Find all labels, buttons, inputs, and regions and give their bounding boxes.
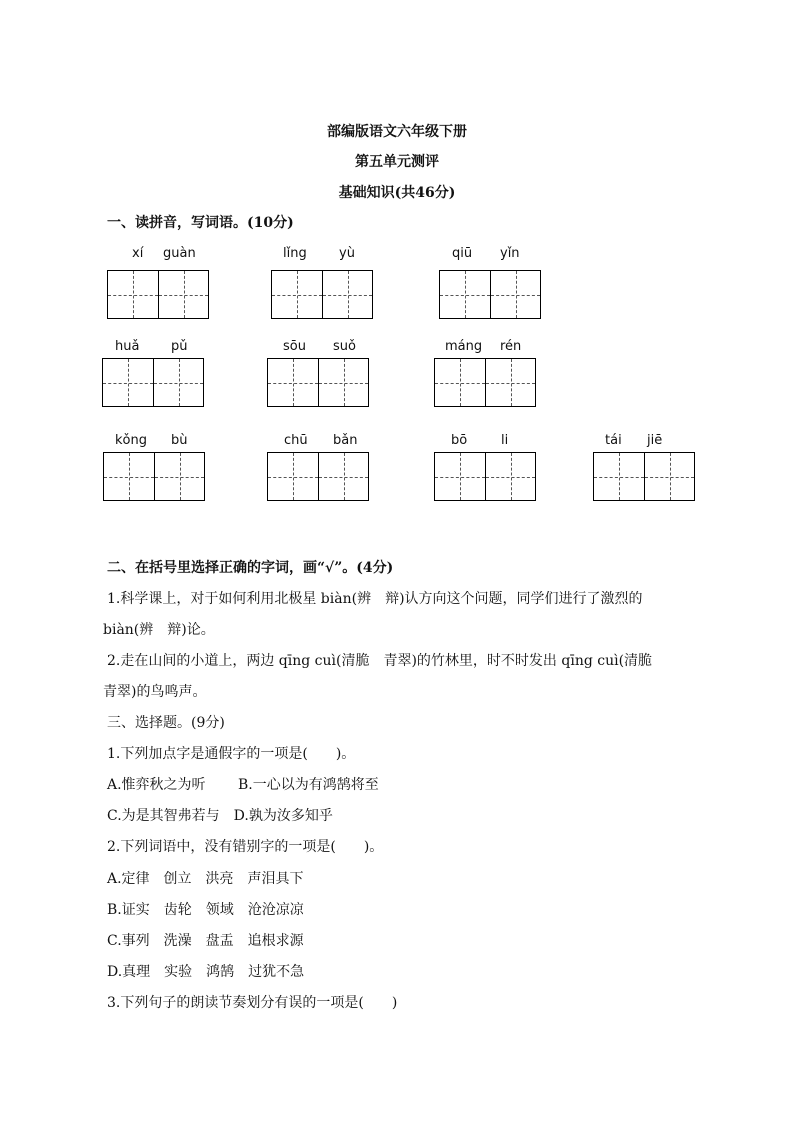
writing-grid[interactable] [102,358,204,407]
section-title: 基础知识(共46分) [338,185,456,201]
q3-line: C.为是其智弗若与 D.孰为汝多知乎 [107,808,333,824]
q2-line: 1.科学课上，对于如何利用北极星 biàn(辨 辩)认方向这个问题，同学们进行了激烈的 [107,591,643,607]
pinyin: chū [284,433,308,448]
pinyin: rén [500,339,522,354]
pinyin: yǐn [500,246,520,261]
pinyin: sōu [283,339,306,354]
q3-line: D.真理 实验 鸿鹄 过犹不急 [107,964,305,980]
writing-grid[interactable] [103,452,205,501]
pinyin: bù [171,433,188,448]
pinyin: bǎn [333,433,358,448]
q3-line: B.证实 齿轮 领域 沧沧凉凉 [107,902,304,918]
unit-title: 第五单元测评 [355,154,439,170]
q3-heading: 三、选择题。(9分) [107,715,225,731]
writing-grid[interactable] [439,270,541,319]
pinyin: suǒ [333,339,356,354]
writing-grid[interactable] [593,452,695,501]
pinyin: jiē [647,433,663,448]
pinyin: guàn [163,246,196,261]
q3-line: 2.下列词语中，没有错别字的一项是( )。 [107,839,384,855]
writing-grid[interactable] [434,358,536,407]
writing-grid[interactable] [107,270,209,319]
q3-line: A.惟弈秋之为听 B.一心以为有鸿鹄将至 [107,777,379,793]
q2-heading: 二、在括号里选择正确的字词，画“√”。(4分) [107,560,394,576]
document-title: 部编版语文六年级下册 [327,124,467,140]
writing-grid[interactable] [434,452,536,501]
q3-line: C.事列 洗澡 盘盂 追根求源 [107,933,304,949]
q2-line: biàn(辨 辩)论。 [103,622,215,638]
pinyin: kǒng [115,433,147,448]
q2-line: 青翠)的鸟鸣声。 [103,684,207,700]
writing-grid[interactable] [267,452,369,501]
q3-line: A.定律 创立 洪亮 声泪具下 [107,871,304,887]
pinyin: bō [451,433,468,448]
pinyin: xí [132,246,144,261]
pinyin: li [501,433,509,448]
q3-line: 3.下列句子的朗读节奏划分有误的一项是( ) [107,995,398,1011]
pinyin: yù [339,246,355,261]
q1-heading: 一、读拼音，写词语。(10分) [107,215,294,231]
pinyin: pǔ [171,339,188,354]
q3-line: 1.下列加点字是通假字的一项是( )。 [107,746,356,762]
pinyin: qiū [452,246,473,261]
q2-line: 2.走在山间的小道上，两边 qīng cuì(清脆 青翠)的竹林里，时不时发出 qīng cuì(清脆 [107,653,653,669]
pinyin: tái [605,433,622,448]
pinyin: máng [445,339,483,354]
pinyin: lǐng [283,246,307,261]
pinyin: huǎ [115,339,140,354]
writing-grid[interactable] [271,270,373,319]
writing-grid[interactable] [267,358,369,407]
